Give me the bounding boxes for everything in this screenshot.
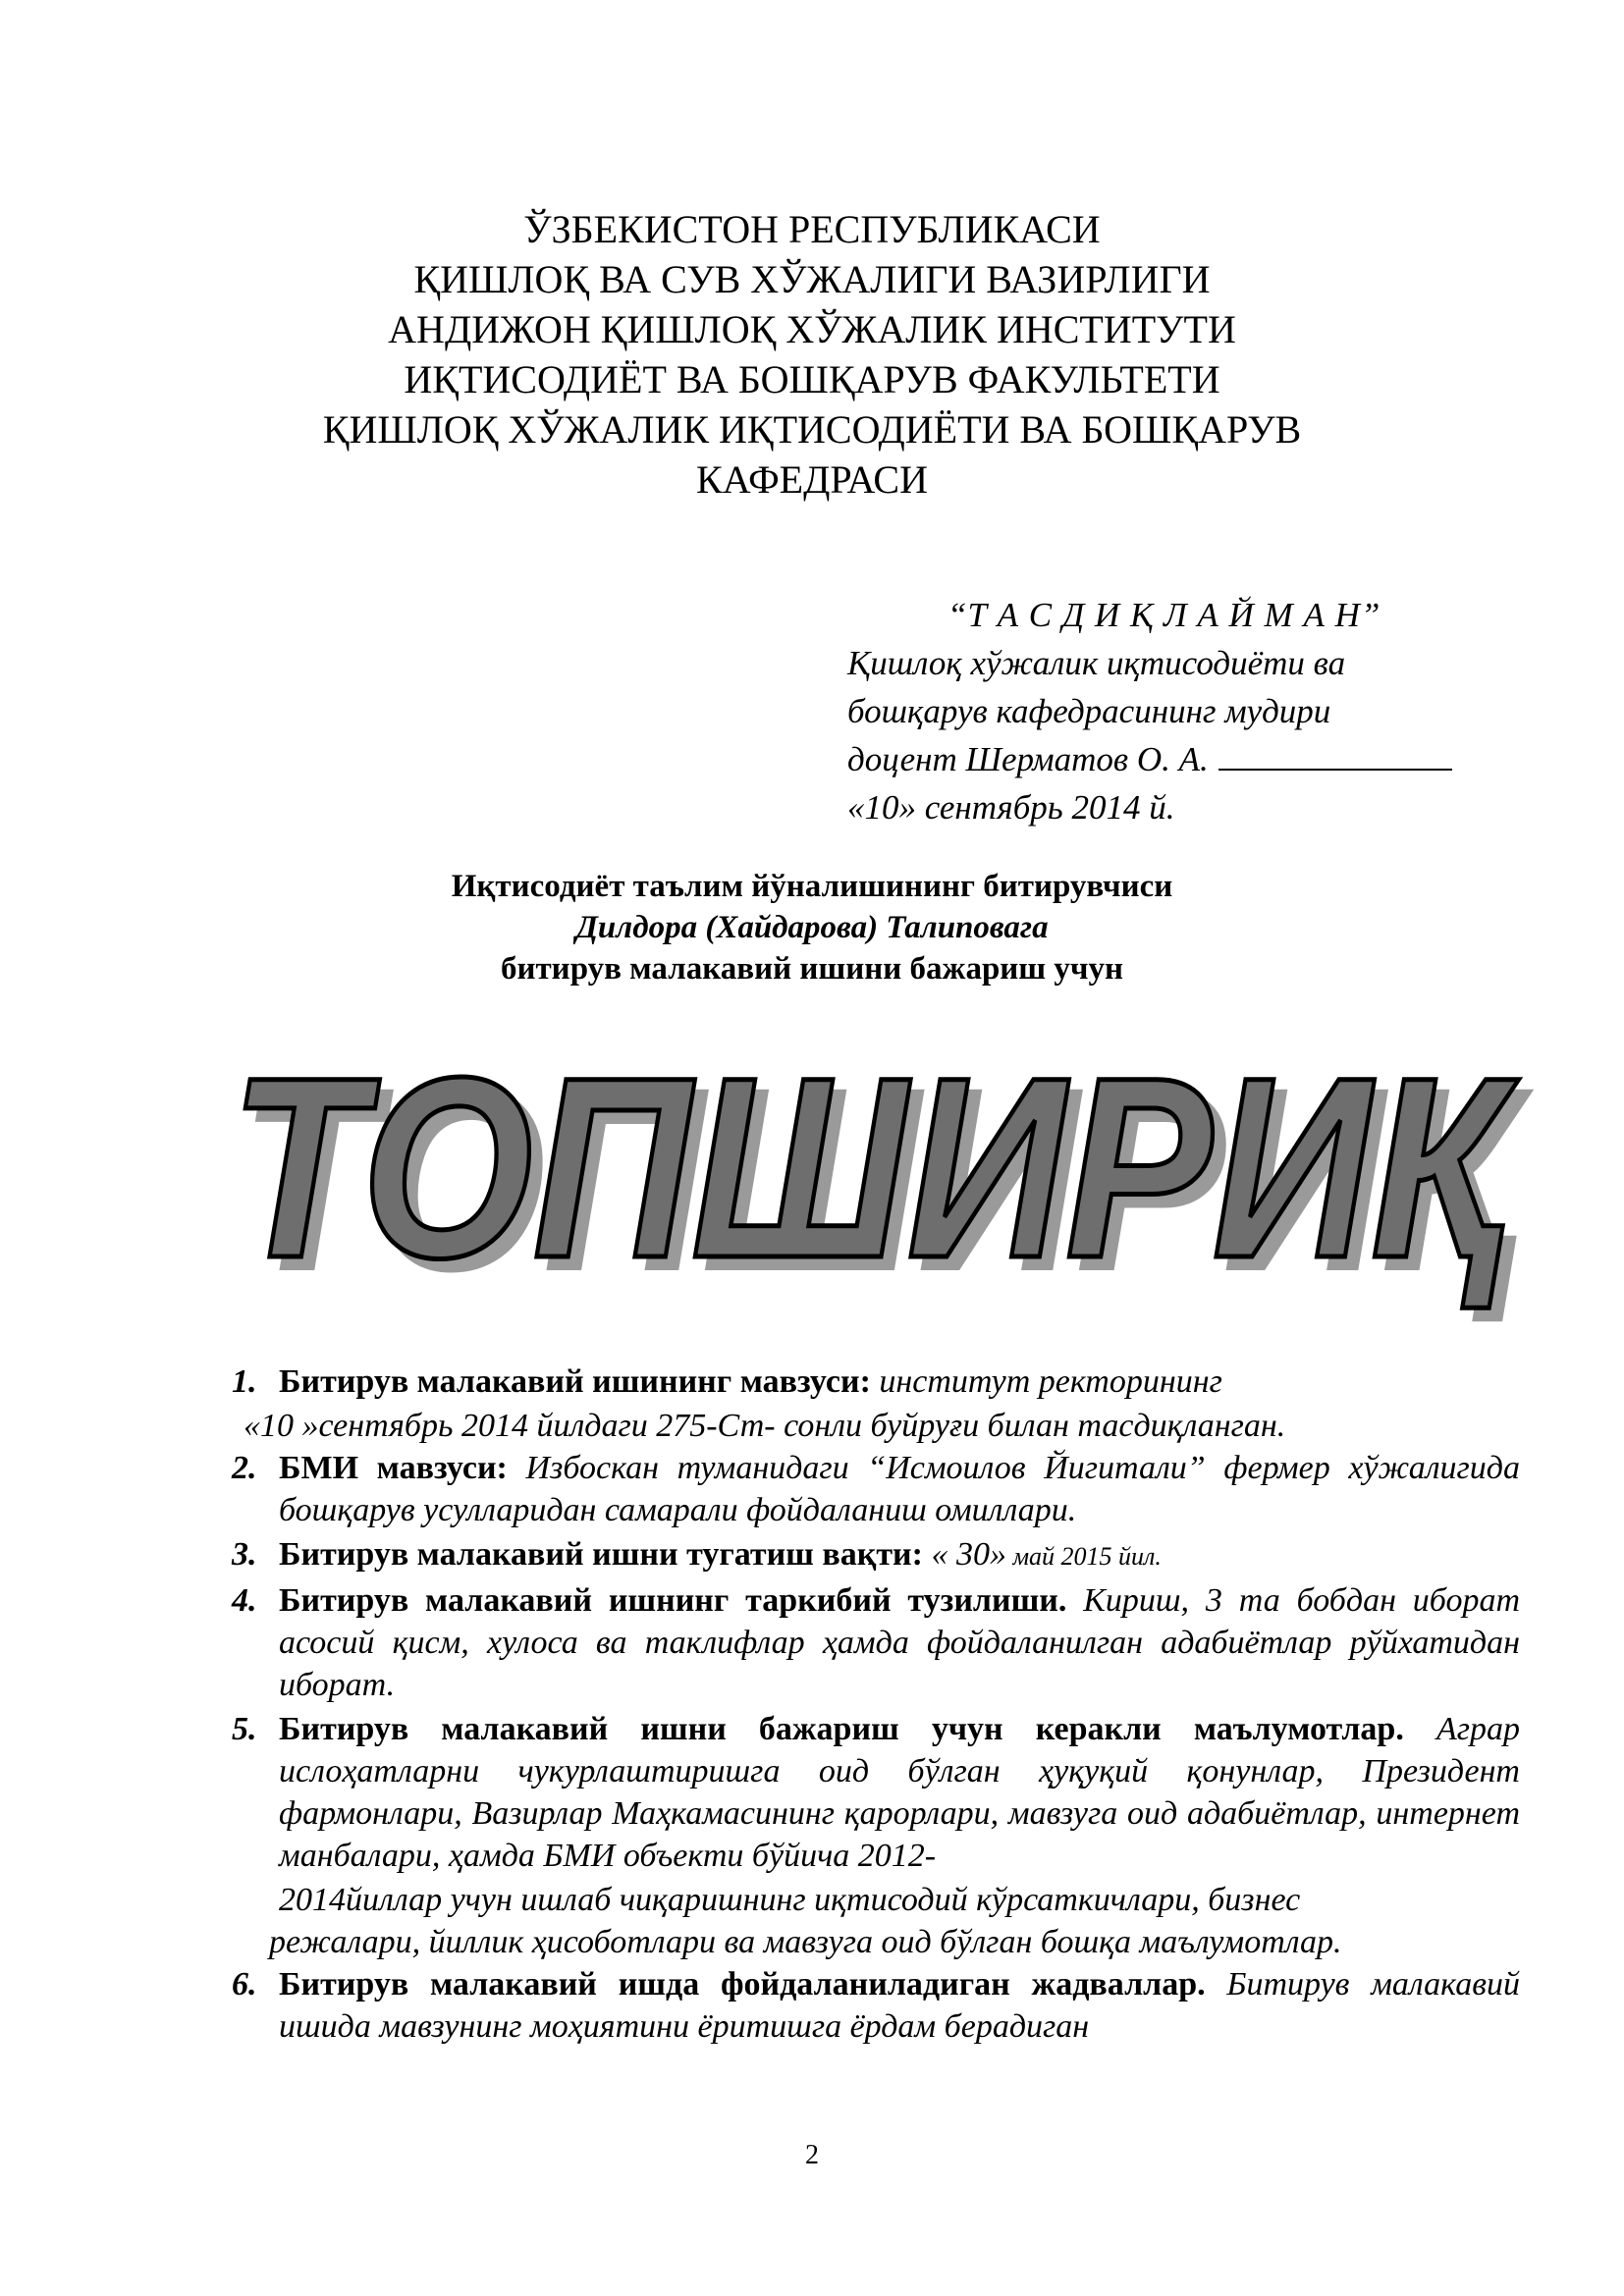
item-number: 6.	[232, 1966, 257, 2002]
item-number: 3.	[232, 1536, 257, 1573]
list-item	[232, 1533, 1520, 1577]
item-text: Аграр ислоҳатларни чукурлаштиришга оид бўлган ҳуқуқий қонунлар, Президент фармонлари, Вазирлар Маҳкамасининг қарорлари, мавзуга оид адабиётлар, интернет манбалари, ҳамда БМИ объекти бўйича 2012-	[279, 1711, 1520, 1874]
item-text: Избоскан туманидаги “Исмоилов Йигитали” фермер хўжалигида бошқарув усулларидан самарали фойдаланиш омиллари.	[279, 1450, 1520, 1528]
item-label: Битирув малакавий ишининг мавзуси:	[279, 1363, 871, 1400]
page-number: 2	[805, 2140, 819, 2170]
header-line-ministry: ҚИШЛОҚ ВА СУВ ХЎЖАЛИГИ ВАЗИРЛИГИ	[413, 257, 1211, 301]
list-item	[232, 1963, 1520, 2048]
header-line-country: ЎЗБЕКИСТОН РЕСПУБЛИКАСИ	[523, 207, 1101, 251]
item-number: 2.	[232, 1450, 257, 1486]
recipient-line-3: битирув малакавий ишини бажариш учун	[500, 951, 1124, 987]
item-number: 1.	[232, 1363, 257, 1400]
item-text-small: май 2015 йил.	[1005, 1542, 1162, 1571]
document-title	[216, 991, 1551, 1325]
recipient-line-1: Иқтисодиёт таълим йўналишининг битирувчиси	[451, 869, 1173, 904]
approval-date: «10» сентябрь 2014 й.	[847, 788, 1175, 827]
header-line-department: ҚИШЛОҚ ХЎЖАЛИК ИҚТИСОДИЁТИ ВА БОШҚАРУВ	[322, 407, 1302, 452]
institution-header	[0, 204, 1624, 505]
item-number: 5.	[232, 1711, 257, 1747]
item-text: институт ректорининг	[870, 1363, 1222, 1400]
approval-stamp: “Т А С Д И Қ Л А Й М А Н”	[947, 596, 1381, 634]
approval-signer: доцент Шерматов О. А.	[847, 740, 1209, 778]
approval-signer-row	[847, 735, 1535, 783]
item-label: Битирув малакавий ишни бажариш учун керакли маълумотлар.	[279, 1711, 1404, 1747]
approval-line-2: бошқарув кафедрасининг мудири	[847, 692, 1331, 730]
title-main: ТОПШИРИҚ	[230, 1024, 1519, 1311]
item-label: Битирув малакавий ишда фойдаланиладиган жадваллар.	[279, 1966, 1206, 2002]
item-label: БМИ мавзуси:	[279, 1450, 508, 1486]
list-item	[232, 1447, 1520, 1531]
item-number: 4.	[232, 1582, 257, 1619]
recipient-name: Дилдора (Хайдарова) Талиповага	[575, 910, 1049, 945]
header-line-department-end: КАФЕДРАСИ	[696, 457, 928, 502]
signature-line	[1218, 737, 1452, 771]
header-line-faculty: ИҚТИСОДИЁТ ВА БОШҚАРУВ ФАКУЛЬТЕТИ	[404, 357, 1220, 401]
item-text: Кириш, 3 та бобдан иборат асосий қисм, хулоса ва таклифлар ҳамда фойдаланилган адабиётлар рўйхатидан иборат.	[279, 1582, 1520, 1703]
title-shadow: ТОПШИРИҚ	[242, 1036, 1531, 1323]
list-item	[232, 1708, 1520, 1877]
item-text: Битирув малакавий ишида мавзунинг моҳиятини ёритишга ёрдам берадиган	[279, 1966, 1520, 2045]
header-line-institute: АНДИЖОН ҚИШЛОҚ ХЎЖАЛИК ИНСТИТУТИ	[388, 307, 1236, 351]
item-continuation: режалари, йиллик ҳисоботлари ва мавзуга оид бўлган бошқа маълумотлар.	[269, 1924, 1342, 1960]
list-item	[232, 1579, 1520, 1706]
item-continuation: 2014йиллар учун ишлаб чиқаришнинг иқтисодий кўрсаткичлари, бизнес	[279, 1882, 1301, 1918]
item-continuation: «10 »сентябрь 2014 йилдаги 275-Ст- сонли буйруғи билан тасдиқланган.	[244, 1408, 1286, 1444]
item-label: Битирув малакавий ишнинг таркибий тузилиши.	[279, 1582, 1067, 1619]
approval-block	[847, 591, 1535, 831]
assignment-items	[232, 1361, 1520, 2050]
approval-line-1: Қишлоқ хўжалик иқтисодиёти ва	[847, 644, 1346, 682]
item-text: « 30»	[922, 1536, 1006, 1573]
recipient-block	[0, 866, 1624, 989]
item-label: Битирув малакавий ишни тугатиш вақти:	[279, 1536, 923, 1573]
list-item	[232, 1361, 1520, 1403]
